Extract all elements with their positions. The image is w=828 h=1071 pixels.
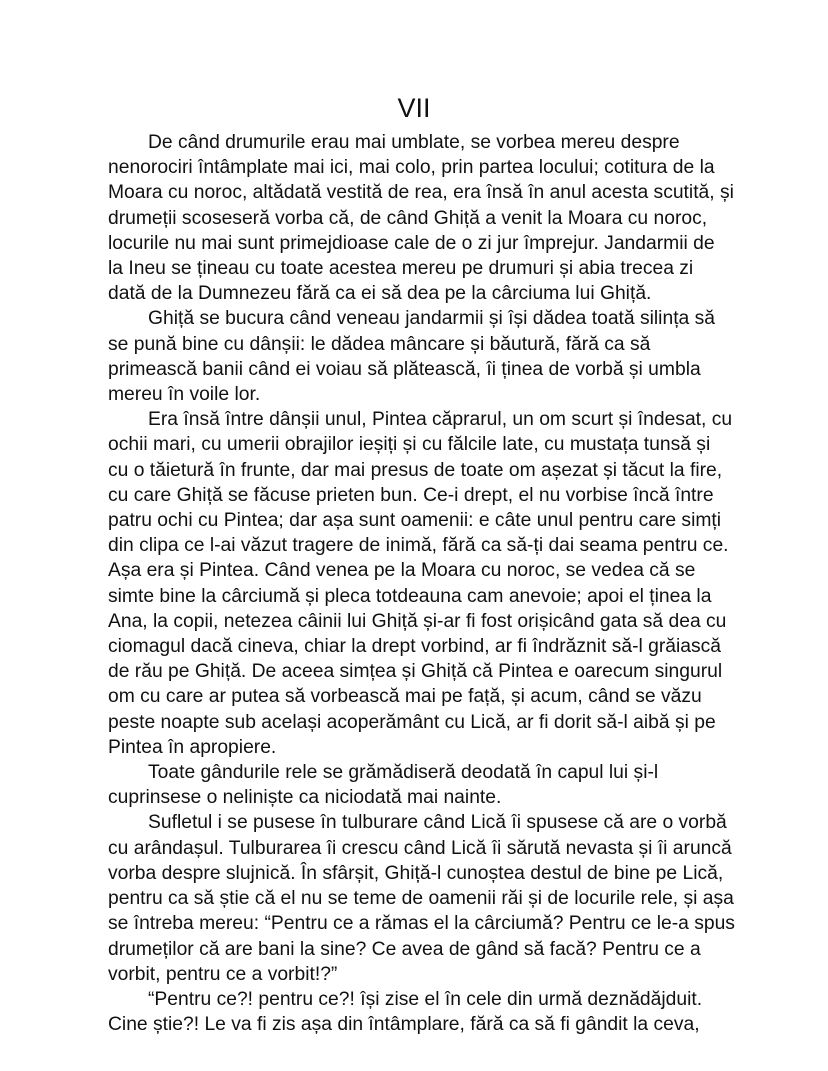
paragraph — [108, 810, 748, 986]
text-line: se pună bine cu dânșii: le dădea mâncare și băutură, fără ca să — [108, 333, 651, 355]
text-line: “Pentru ce?! pentru ce?! își zise el în cele din urmă deznădăjduit. — [148, 988, 703, 1010]
text-line: vorba despre slujnică. În sfârșit, Ghiță-l cunoștea destul de bine pe Lică, — [108, 862, 724, 884]
text-line: Așa era și Pintea. Când venea pe la Moara cu noroc, se vedea că se — [108, 560, 696, 582]
text-line: peste noapte sub același acoperământ cu Lică, ar fi dorit să-l aibă și pe — [108, 711, 716, 733]
text-line: de rău pe Ghiță. De aceea simțea și Ghiță că Pintea e oarecum singurul — [108, 661, 723, 683]
text-line: dată de la Dumnezeu fără ca ei să dea pe la cârciuma lui Ghiță. — [108, 283, 652, 305]
text-line: la Ineu se țineau cu toate acestea mereu pe drumuri și abia trecea zi — [108, 258, 694, 280]
text-line: Toate gândurile rele se grămădiseră deodată în capul lui și-l — [148, 762, 659, 784]
text-line: din clipa ce l-ai văzut tragere de inimă, fără ca să-ți dai seama pentru ce. — [108, 535, 729, 557]
text-line: Moara cu noroc, altădată vestită de rea, era însă în anul acesta scutită, și — [108, 182, 734, 204]
paragraph — [108, 407, 748, 760]
text-line: vorbit, pentru ce a vorbit!?” — [108, 963, 338, 985]
text-line: ochii mari, cu umerii obrajilor ieșiți și cu fălcile late, cu mustața tunsă și — [108, 434, 711, 456]
paragraph — [108, 306, 748, 407]
text-line: Sufletul i se pusese în tulburare când Lică îi spusese că are o vorbă — [148, 812, 727, 834]
text-line: drumeții scoseseră vorba că, de când Ghiță a venit la Moara cu noroc, — [108, 207, 708, 229]
text-line: primească banii când ei voiau să plătească, îi ținea de vorbă și umbla — [108, 358, 701, 380]
text-line: De când drumurile erau mai umblate, se vorbea mereu despre — [148, 132, 680, 153]
text-line: om cu care ar putea să vorbească mai pe față, și acum, când se văzu — [108, 686, 702, 708]
text-line: mereu în voile lor. — [108, 384, 261, 406]
chapter-title: VII — [397, 93, 431, 123]
text-line: se întreba mereu: “Pentru ce a rămas el la cârciumă? Pentru ce le-a spus — [108, 913, 735, 935]
paragraph — [108, 987, 748, 1037]
text-line: locurile nu mai sunt primejdioase cale de o zi jur împrejur. Jandarmii de — [108, 232, 715, 254]
text-line: Cine știe?! Le va fi zis așa din întâmplare, fără ca să fi gândit la ceva, — [108, 1014, 700, 1036]
text-line: patru ochi cu Pintea; dar așa sunt oamenii: e câte unul pentru care simți — [108, 510, 722, 532]
body-text — [108, 130, 748, 1037]
text-line: cu arândașul. Tulburarea îi crescu când Lică îi sărută nevasta și îi aruncă — [108, 837, 732, 859]
text-line: drumeților că are bani la sine? Ce avea de gând să facă? Pentru ce a — [108, 938, 701, 960]
text-line: Era însă între dânșii unul, Pintea căprarul, un om scurt și îndesat, cu — [148, 409, 733, 431]
text-line: ciomagul dacă cineva, chiar la drept vorbind, ar fi îndrăznit să-l grăiască — [108, 636, 722, 658]
text-line: cuprinsese o neliniște ca niciodată mai nainte. — [108, 787, 502, 809]
text-line: pentru ca să știe că el nu se teme de oamenii răi și de locurile rele, și așa — [108, 888, 734, 910]
text-line: cu care Ghiță se făcuse prieten bun. Ce-i drept, el nu vorbise încă între — [108, 484, 714, 506]
text-line: simte bine la cârciumă și pleca totdeauna cam anevoie; apoi el ținea la — [108, 585, 712, 607]
text-line: cu o tăietură în frunte, dar mai presus de toate om așezat și tăcut la fire, — [108, 459, 723, 481]
text-line: Pintea în apropiere. — [108, 736, 277, 758]
text-line: nenorociri întâmplate mai ici, mai colo, prin partea locului; cotitura de la — [108, 157, 715, 179]
text-line: Ana, la copii, netezea câinii lui Ghiță și-ar fi fost orișicând gata să dea cu — [108, 610, 727, 632]
text-line: Ghiță se bucura când veneau jandarmii și își dădea toată silința să — [148, 308, 715, 330]
paragraph — [108, 130, 748, 306]
paragraph — [108, 760, 748, 810]
